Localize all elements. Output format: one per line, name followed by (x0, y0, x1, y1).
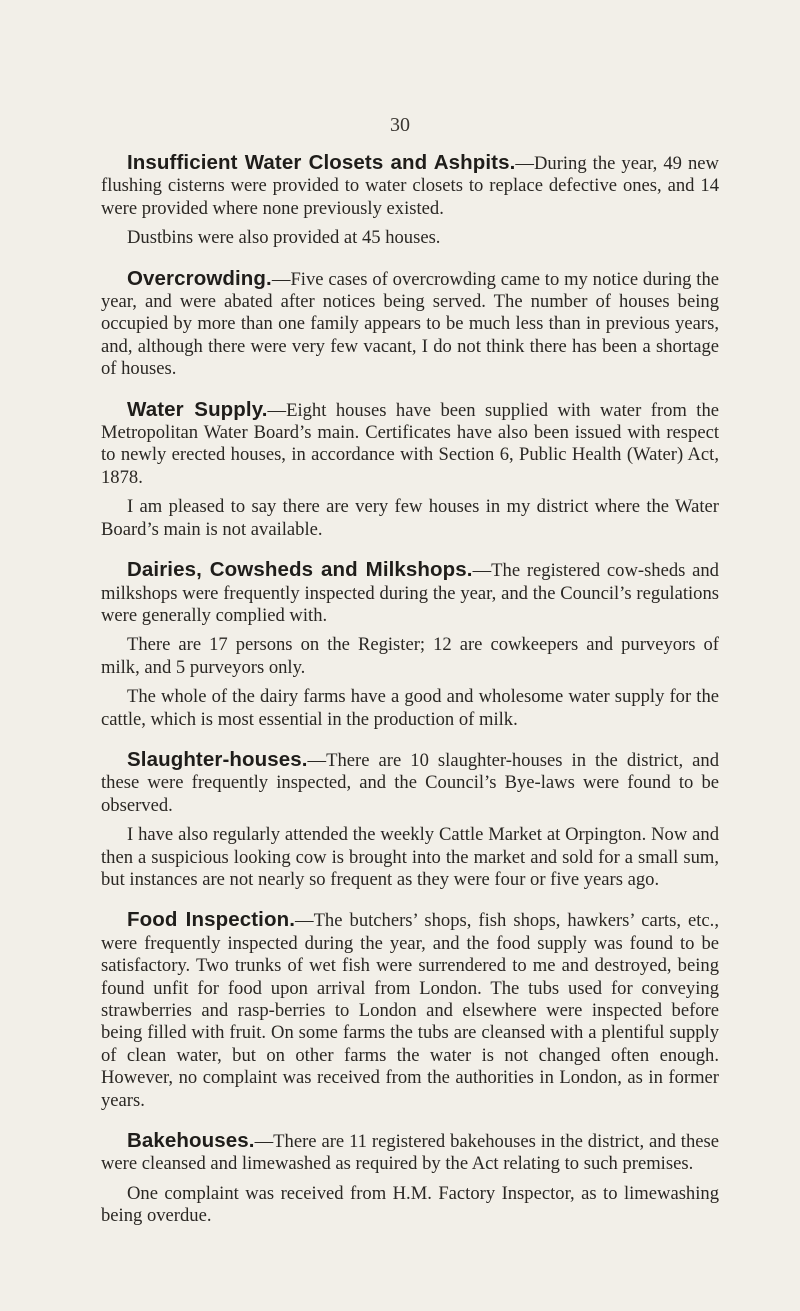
section-food-inspection (101, 909, 719, 1112)
paragraph-text: —There are 11 registered bakehouses in the district, and these were cleansed and limewashed as required by the Act relating to such premises. (101, 1131, 719, 1175)
section-heading: Bakehouses. (127, 1129, 255, 1153)
section-water-closets (101, 152, 719, 250)
paragraph-text: —The registered cow-sheds and milkshops were frequently inspected during the year, and the Council’s regulations were generally complied with. (101, 560, 719, 626)
paragraph-text: —Five cases of overcrowding came to my notice during the year, and were abated after notices being served. The number of houses being occupied by more than one family appears to be much less than in previous years, and, although there were very few vacant, I do not think there has been a shortage of houses. (101, 268, 719, 380)
paragraph: I am pleased to say there are very few houses in my district where the Water Board’s main is not available. (101, 496, 719, 540)
section-heading: Overcrowding. (127, 266, 272, 290)
section-overcrowding (101, 268, 719, 381)
section-dairies (101, 559, 719, 731)
paragraph: I have also regularly attended the weekly Cattle Market at Orpington. Now and then a suspicious looking cow is brought into the market and sold for a small sum, but instances are not nearly so frequent as they were four or five years ago. (101, 824, 719, 890)
section-lead-paragraph (101, 399, 719, 490)
section-heading: Insufficient Water Closets and Ashpits. (127, 151, 516, 174)
section-slaughter-houses (101, 749, 719, 891)
section-heading: Food Inspection. (127, 908, 295, 932)
section-heading: Dairies, Cowsheds and Milkshops. (127, 558, 473, 582)
paragraph-text: —During the year, 49 new flushing cisterns were provided to water closets to replace defective ones, and 14 were provided where none previously existed. (101, 153, 719, 219)
section-lead-paragraph (101, 559, 719, 627)
section-lead-paragraph (101, 909, 719, 1112)
section-water-supply (101, 399, 719, 541)
section-lead-paragraph (101, 152, 719, 220)
paragraph: The whole of the dairy farms have a good and wholesome water supply for the cattle, which is most essential in the production of milk. (101, 686, 719, 730)
section-lead-paragraph (101, 268, 719, 381)
section-lead-paragraph (101, 749, 719, 817)
report-body (101, 152, 719, 1228)
paragraph-text: —The butchers’ shops, fish shops, hawkers’ carts, etc., were frequently inspected during the year, and the food supply was found to be satisfactory. Two trunks of wet fish were surrendered to me and destroyed, being found unfit for food upon arrival from London. The tubs used for conveying strawberries and rasp-berries to London and elsewhere were inspected before being filled with fruit. On some farms the tubs are cleansed with a plentiful supply of clean water, but on other farms the water is not changed often enough. However, no complaint was received from the authorities in London, as in former years. (101, 910, 719, 1111)
section-lead-paragraph (101, 1130, 719, 1176)
paragraph: There are 17 persons on the Register; 12 are cowkeepers and purveyors of milk, and 5 purveyors only. (101, 634, 719, 678)
paragraph: Dustbins were also provided at 45 houses. (127, 227, 441, 249)
paragraph: One complaint was received from H.M. Factory Inspector, as to limewashing being overdue. (101, 1182, 719, 1227)
paragraph-text: —Eight houses have been supplied with water from the Metropolitan Water Board’s main. Certificates have also been issued with respect to newly erected houses, in accordance with Section 6, Public Health (Water) Act, 1878. (101, 399, 720, 488)
paragraph-text: —There are 10 slaughter-houses in the district, and these were frequently inspected, and the Council’s Bye-laws were found to be observed. (101, 749, 719, 816)
section-heading: Water Supply. (127, 397, 268, 421)
page-number: 30 (390, 114, 410, 136)
section-bakehouses (101, 1130, 719, 1228)
section-heading: Slaughter-houses. (127, 747, 308, 771)
